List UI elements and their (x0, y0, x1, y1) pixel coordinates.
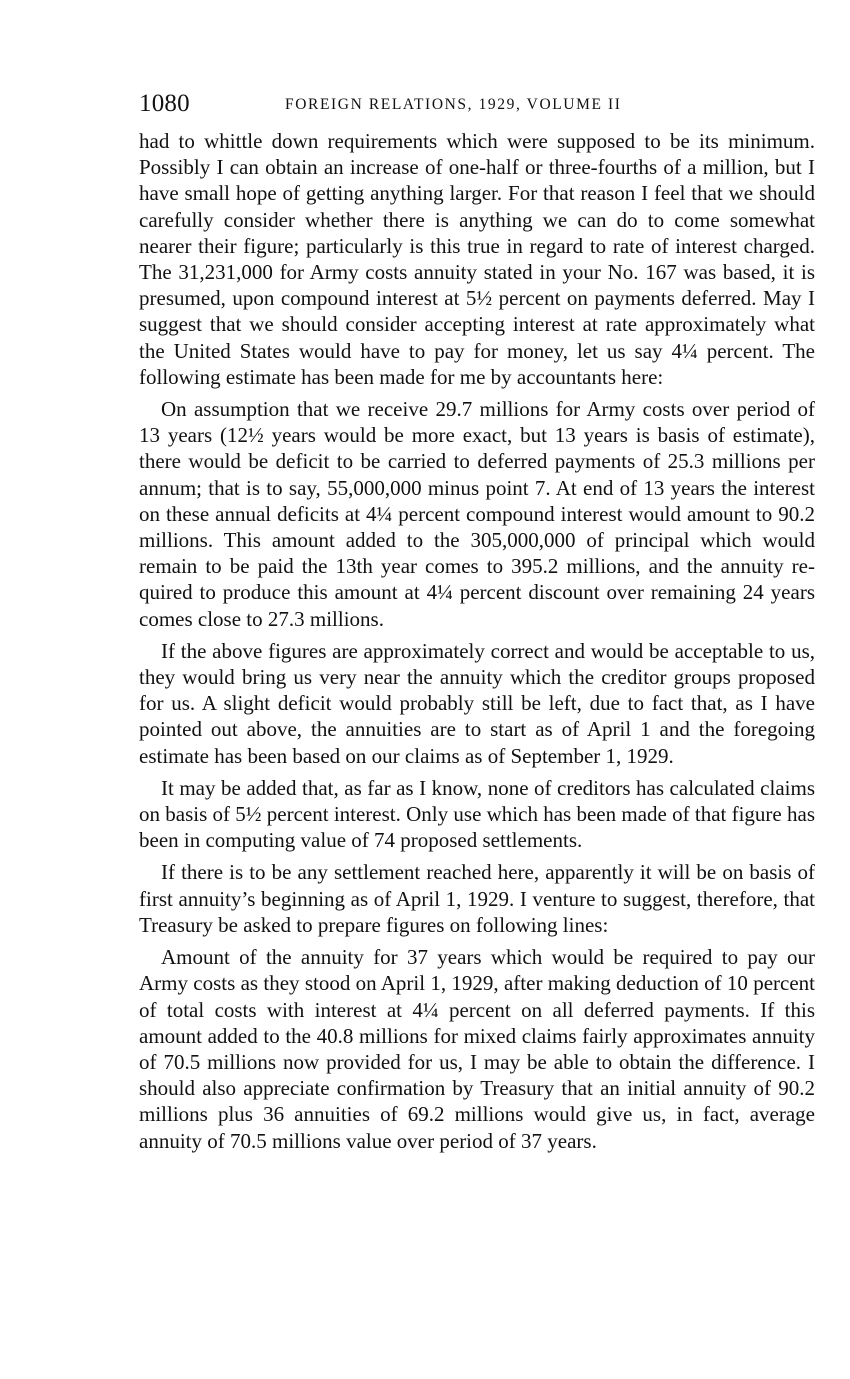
paragraph: had to whittle down requirements which were supposed to be its minimum. Possibly I can obtain an increase of one-half or three-fourths of a million, but I have small hope of getting anything larger. For that reason I feel that we should carefully consider whether there is anything we can do to come somewhat nearer their figure; particularly is this true in regard to rate of interest charged. The 31,231,000 for Army costs annuity stated in your No. 167 was based, it is presumed, upon compound interest at 5½ percent on payments deferred. May I suggest that we should consider accepting interest at rate approximately what the United States would have to pay for money, let us say 4¼ percent. The following estimate has been made for me by accountants here: (139, 129, 815, 389)
paragraph: If there is to be any settlement reached here, apparently it will be on basis of first annuity’s beginning as of April 1, 1929. I venture to suggest, therefore, that Treasury be asked to prepare figures on following lines: (139, 860, 815, 937)
document-page (139, 88, 815, 1160)
paragraph: If the above figures are approximately correct and would be acceptable to us, they would bring us very near the annuity which the creditor groups proposed for us. A slight deficit would probably still be left, due to fact that, as I have pointed out above, the annuities are to start as of April 1 and the foregoing estimate has been based on our claims as of September 1, 1929. (139, 638, 815, 768)
page-number: 1080 (139, 90, 190, 117)
running-head: FOREIGN RELATIONS, 1929, VOLUME II (285, 96, 622, 113)
paragraph: On assumption that we receive 29.7 millions for Army costs over period of 13 years (12½ years would be more exact, but 13 years is basis of estimate), there would be deficit to be carried to deferred payments of 25.3 millions per annum; that is to say, 55,000,000 minus point 7. At end of 13 years the interest on these annual deficits at 4¼ percent compound interest would amount to 90.2 millions. This amount added to the 305,000,000 of principal which would remain to be paid the 13th year comes to 395.2 millions, and the annuity required to produce this amount at 4¼ percent discount over remaining 24 years comes close to 27.3 millions. (139, 397, 815, 631)
page-header (139, 88, 815, 128)
paragraph: It may be added that, as far as I know, none of creditors has calculated claims on basis of 5½ percent interest. Only use which has been made of that figure has been in computing value of 74 proposed settlements. (139, 775, 815, 853)
body-text (139, 128, 815, 1154)
paragraph: Amount of the annuity for 37 years which would be required to pay our Army costs as they stood on April 1, 1929, after making deduction of 10 percent of total costs with interest at 4¼ percent on all deferred payments. If this amount added to the 40.8 millions for mixed claims fairly approximates annuity of 70.5 millions now provided for us, I may be able to obtain the difference. I should also appreciate confirmation by Treasury that an initial annuity of 90.2 millions plus 36 annuities of 69.2 millions would give us, in fact, average annuity of 70.5 millions value over period of 37 years. (139, 945, 815, 1153)
